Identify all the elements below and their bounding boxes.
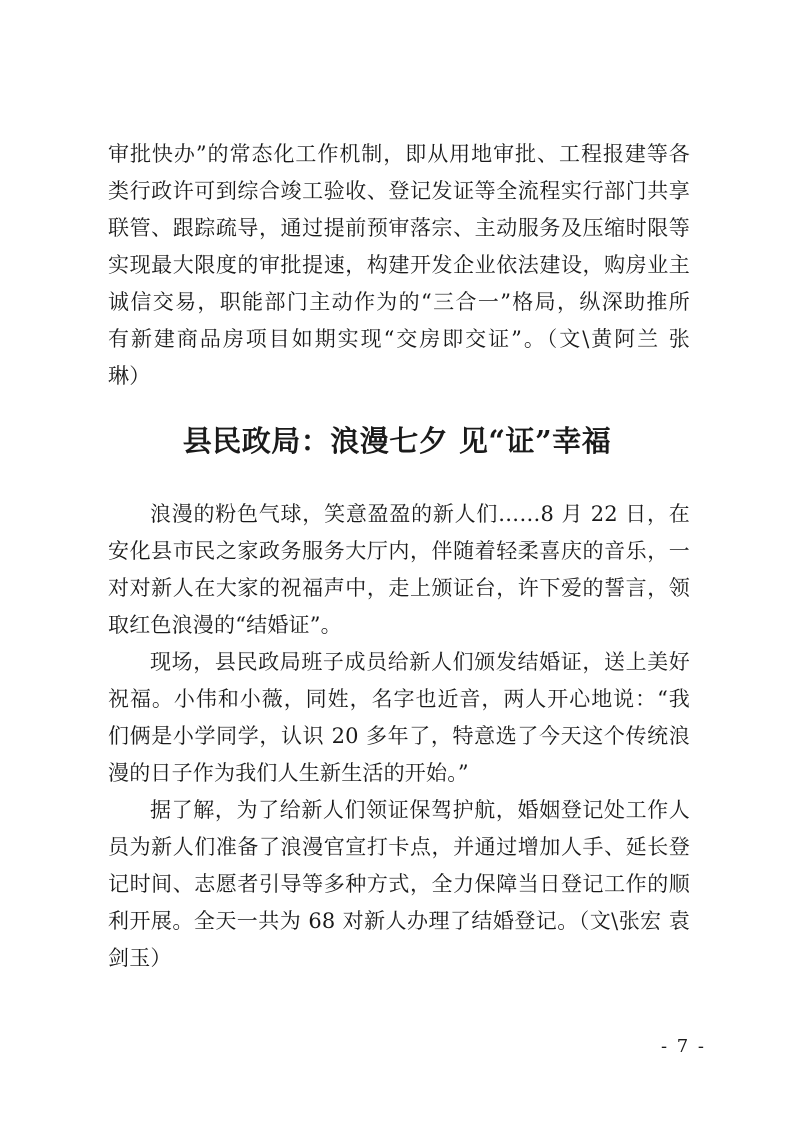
paragraph-line: 剑玉） xyxy=(108,946,172,970)
article-title: 县民政局：浪漫七夕 见“证”幸福 xyxy=(182,424,612,458)
paragraph-line: 据了解，为了给新人们领证保驾护航，婚姻登记处工作人 xyxy=(150,798,690,822)
text-line: 诚信交易，职能部门主动作为的“三合一”格局，纵深助推所 xyxy=(108,290,690,314)
text-line: 有新建商品房项目如期实现“交房即交证”。（文\黄阿兰 张 xyxy=(108,327,690,351)
page-number: - 7 - xyxy=(660,1036,706,1057)
paragraph-line: 安化县市民之家政务服务大厅内，伴随着轻柔喜庆的音乐，一 xyxy=(108,539,690,563)
paragraph-line: 祝福。小伟和小薇，同姓，名字也近音，两人开心地说：“我 xyxy=(108,687,690,711)
text-line: 琳） xyxy=(108,364,151,388)
paragraph-line: 浪漫的粉色气球，笑意盈盈的新人们……8 月 22 日，在 xyxy=(150,502,690,526)
paragraph-line: 利开展。全天一共为 68 对新人办理了结婚登记。（文\张宏 袁 xyxy=(108,909,690,933)
text-line: 实现最大限度的审批提速，构建开发企业依法建设，购房业主 xyxy=(108,253,690,277)
paragraph-line: 们俩是小学同学，认识 20 多年了，特意选了今天这个传统浪 xyxy=(108,724,690,748)
paragraph-line: 对对新人在大家的祝福声中，走上颁证台，许下爱的誓言，领 xyxy=(108,576,690,600)
paragraph-line: 现场，县民政局班子成员给新人们颁发结婚证，送上美好 xyxy=(150,650,690,674)
paragraph-line: 员为新人们准备了浪漫官宣打卡点，并通过增加人手、延长登 xyxy=(108,835,690,859)
paragraph-line: 取红色浪漫的“结婚证”。 xyxy=(108,613,342,637)
text-line: 审批快办”的常态化工作机制，即从用地审批、工程报建等各 xyxy=(108,142,690,166)
paragraph-line: 记时间、志愿者引导等多种方式，全力保障当日登记工作的顺 xyxy=(108,872,690,896)
text-line: 类行政许可到综合竣工验收、登记发证等全流程实行部门共享 xyxy=(108,179,690,203)
paragraph-line: 漫的日子作为我们人生新生活的开始。” xyxy=(108,761,469,785)
text-line: 联管、跟踪疏导，通过提前预审落宗、主动服务及压缩时限等 xyxy=(108,216,690,240)
